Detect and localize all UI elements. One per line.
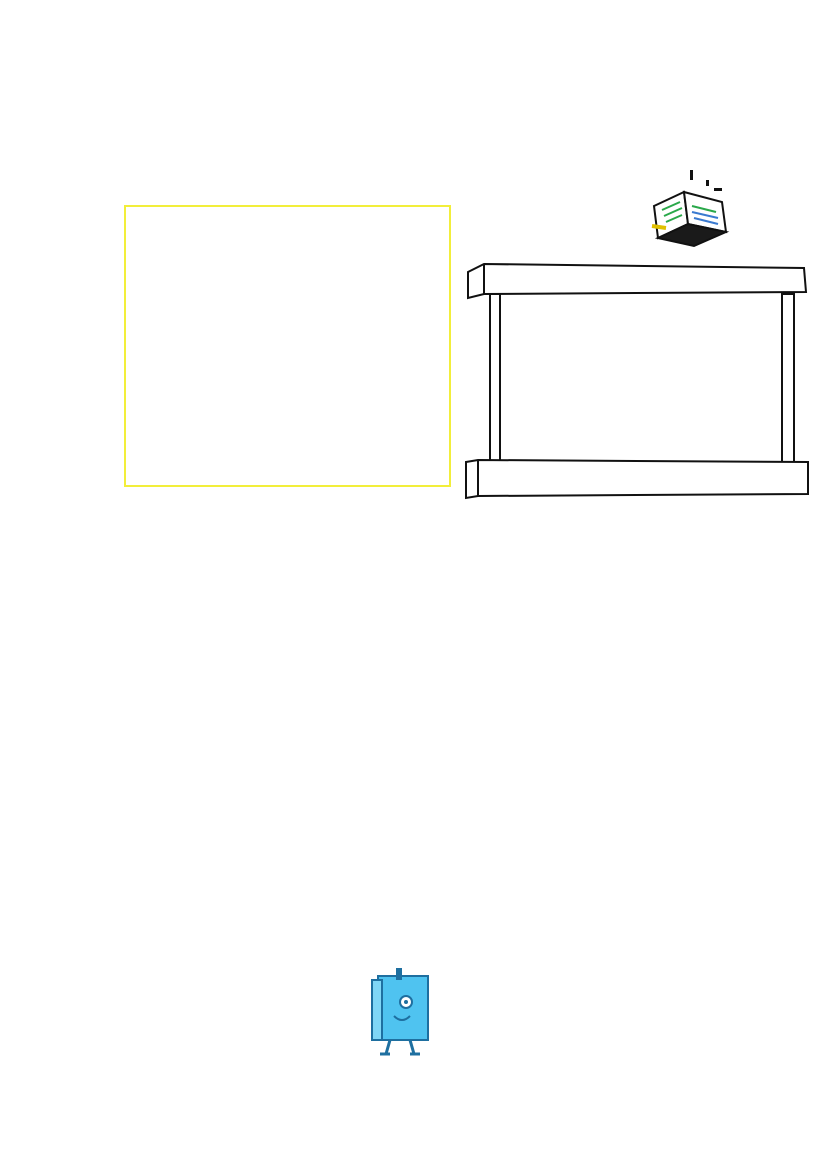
intro-box [124,205,451,487]
bookshelf-illustration [464,262,810,502]
page-title [180,78,580,178]
book-mascot-icon [368,966,438,1058]
open-book-icon [644,168,734,248]
title-art [180,78,580,178]
